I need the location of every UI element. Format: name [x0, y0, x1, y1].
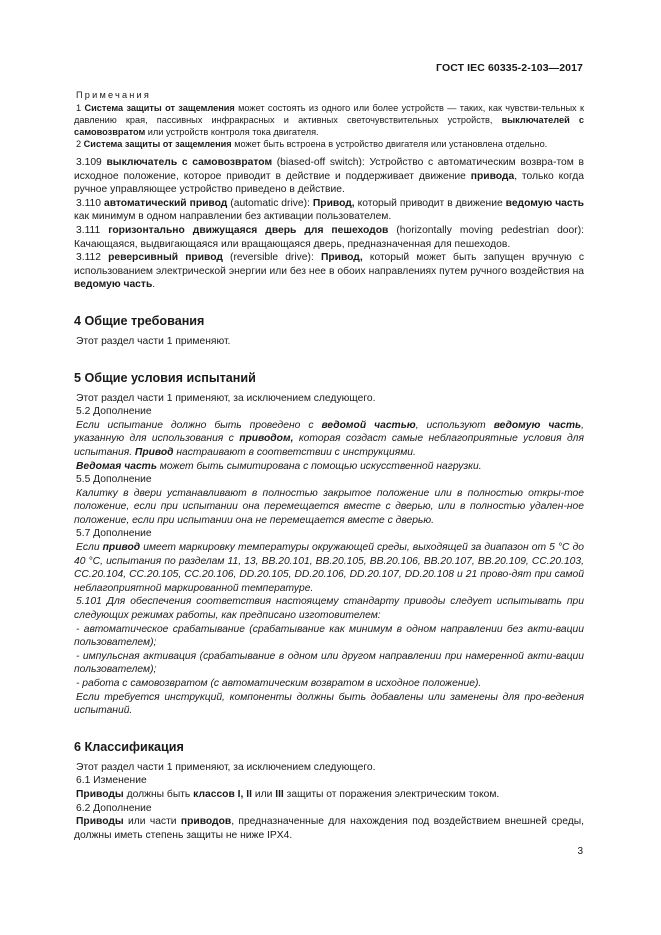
paragraph-6-2: Приводы или части приводов, предназначенные для нахождения под воздействием внешней среды, должны иметь степень защиты не ниже IPX4.	[74, 816, 584, 841]
note-2: 2 Система защиты от защемления может быть встроена в устройство двигателя или установлена отдельно.	[76, 139, 548, 149]
paragraph-5-2-b: Ведомая часть может быть сымитирована с помощью искусственной нагрузки.	[76, 460, 482, 472]
section-4-heading: 4 Общие требования	[74, 313, 205, 328]
subsection-5-7: 5.7 Дополнение	[76, 528, 152, 540]
definition-3-112: 3.112 реверсивный привод (reversible drive): Привод, который может быть запущен вручную с использованием электрической энергии или без нее в обоих направлениях путем ручного воздействия на ведомую часть.	[74, 252, 585, 291]
term: Система защиты от защемления	[83, 139, 232, 149]
definition-3-110: 3.110 автоматический привод (automatic drive): Привод, который приводит в движение ведомую часть как минимум в одном направлении без активации пользователем.	[74, 197, 584, 223]
page-content	[74, 89, 584, 842]
subsection-5-2: 5.2 Дополнение	[76, 406, 152, 418]
paragraph-5-5: Калитку в двери устанавливают в полностью закрытое положение или в полностью откры-тое положение, если при испытании она перемещается вместе с дверью, или в полностью удален-ное положение, если при испытании она не перемещается вместе с дверью.	[74, 487, 584, 526]
subsection-6-1: 6.1 Изменение	[76, 775, 147, 787]
list-item: - автоматическое срабатывание (срабатывание как минимум в одном направлении без акти-вации пользователем);	[74, 623, 584, 649]
term: выключателей с самовозвратом	[74, 115, 584, 137]
list-item: - работа с самовозвратом (с автоматическим возвратом в исходное положение).	[76, 678, 482, 689]
paragraph-5-2: Если испытание должно быть проведено с ведомой частью, используют ведомую часть, указанную для использования с приводом, которая создаст самые неблагоприятные условия для испытания. Привод настраивают в соответствии с инструкциями.	[74, 419, 584, 458]
subsection-6-2: 6.2 Дополнение	[76, 802, 152, 814]
section-4-text: Этот раздел части 1 применяют.	[76, 335, 231, 347]
list-item: - импульсная активация (срабатывание в одном или другом направлении при намеренной акти-вации пользователем);	[74, 650, 584, 676]
term: Система защиты от защемления	[84, 103, 235, 113]
subsection-5-5: 5.5 Дополнение	[76, 474, 152, 486]
notes-label: Примечания	[76, 90, 152, 100]
paragraph-5-last: Если требуется инструкций, компоненты должны быть добавлены или заменены для про-ведения испытаний.	[74, 691, 584, 717]
section-6-heading: 6 Классификация	[74, 739, 184, 754]
standard-header: ГОСТ IEC 60335-2-103—2017	[436, 62, 583, 74]
paragraph-6-1: Приводы должны быть классов I, II или III защиты от поражения электрическим током.	[76, 788, 500, 800]
section-5-heading: 5 Общие условия испытаний	[74, 370, 256, 385]
definition-3-111: 3.111 горизонтально движущаяся дверь для пешеходов (horizontally moving pedestrian door): Качающаяся, выдвигающаяся или вращающаяся дверь, предназначенная для пешеходов.	[74, 224, 584, 250]
definition-3-109: 3.109 выключатель с самовозвратом (biased-off switch): Устройство с автоматическим возвра-том в исходное положение, которое приводит в действие и поддерживает движение привода, только когда ручное управляющее устройство приведено в действие.	[74, 157, 584, 196]
note-1: 1 Система защиты от защемления может состоять из одного или более устройств — таких, как чувстви-тельных к давлению края, пассивных инфракрасных и активных светочувствительных устройств, выключателей с самовозвратом или устройств контроля тока двигателя.	[74, 103, 585, 137]
paragraph-5-101: 5.101 Для обеспечения соответствия настоящему стандарту приводы следует испытывать при следующих режимах работы, как предписано изготовителем:	[74, 596, 584, 622]
section-6-intro: Этот раздел части 1 применяют, за исключением следующего.	[76, 761, 376, 773]
section-5-intro: Этот раздел части 1 применяют, за исключением следующего.	[76, 392, 376, 404]
paragraph-5-7: Если привод имеет маркировку температуры окружающей среды, выходящей за диапазон от 5 °С до 40 °С, испытания по разделам 11, 13, ВВ.20.101, ВВ.20.105, ВВ.20.106, ВВ.20.107, ВВ.20.109, СС.20.103, СС.20.104, СС.20.105, СС.20.106, DD.20.105, DD.20.106, DD.20.107, DD.20.108 и 21 прово-дят при самой неблагоприятной маркированной температуре.	[74, 542, 584, 594]
notes-block	[74, 89, 584, 150]
page-number: 3	[577, 846, 583, 857]
